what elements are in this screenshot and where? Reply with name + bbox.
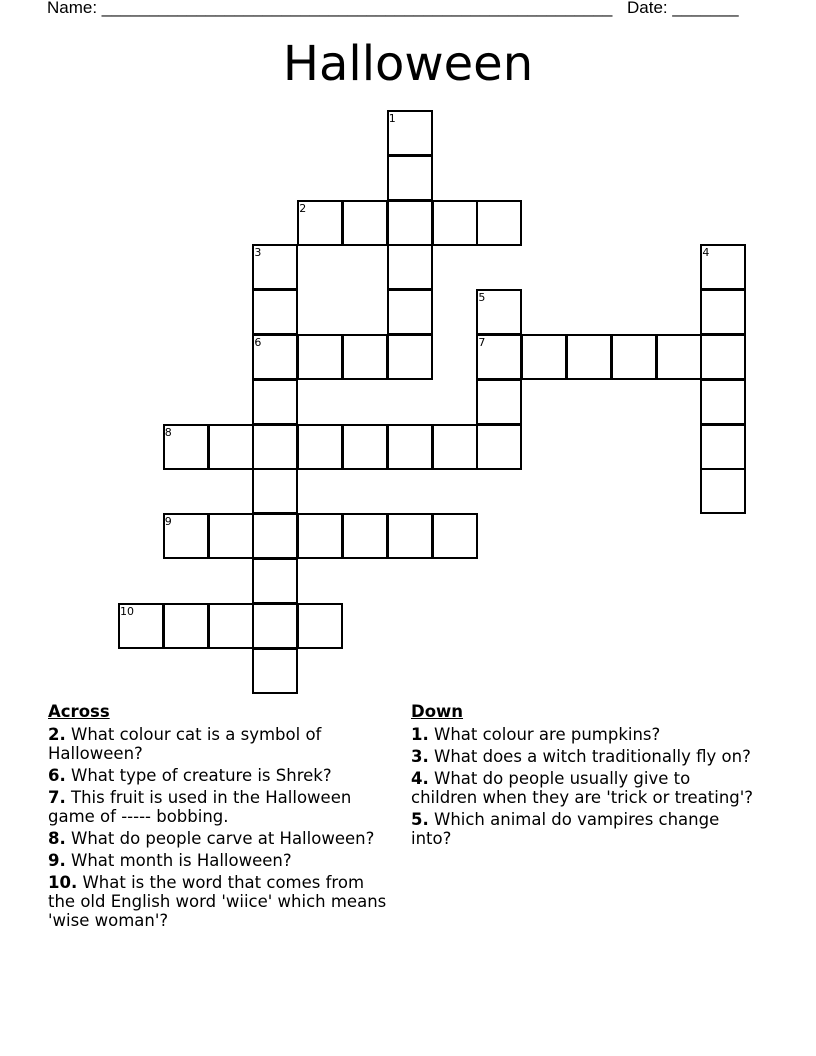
grid-cell[interactable] [208,603,254,649]
clue-number: 1. [411,725,429,744]
grid-cell[interactable] [387,334,433,380]
clue-text: What colour cat is a symbol of Halloween? [48,725,322,763]
grid-cell[interactable] [297,424,343,470]
clue-number-label: 7 [478,336,486,349]
clue-number: 2. [48,725,66,744]
clue-number-label: 1 [388,112,396,125]
grid-cell[interactable] [252,558,298,604]
grid-cell[interactable] [297,334,343,380]
grid-cell[interactable] [656,334,702,380]
across-clue [48,788,393,826]
clue-text: What month is Halloween? [71,851,292,870]
grid-cell[interactable] [342,513,388,559]
across-clue [48,873,393,930]
grid-cell[interactable] [700,334,746,380]
grid-cell[interactable] [611,334,657,380]
grid-cell[interactable] [252,468,298,514]
grid-cell[interactable] [208,513,254,559]
clue-text: Which animal do vampires change into? [411,810,720,848]
clue-text: What do people carve at Halloween? [71,829,375,848]
grid-cell[interactable] [700,289,746,335]
puzzle-title: Halloween [282,36,534,92]
across-clue [48,851,393,870]
grid-cell[interactable] [252,603,298,649]
grid-cell[interactable] [432,513,478,559]
grid-cell[interactable] [342,200,388,246]
clue-number-label: 2 [299,201,307,215]
clue-number: 6. [48,766,66,785]
clue-number-label: 6 [254,336,262,349]
grid-cell[interactable] [252,424,298,470]
grid-cell[interactable] [297,603,343,649]
down-clue [411,769,756,807]
grid-cell[interactable] [432,424,478,470]
grid-cell[interactable] [342,334,388,380]
name-field[interactable]: Name: ______________________________________________________ [47,0,613,17]
clue-number-label: 5 [478,291,486,305]
grid-cell[interactable] [163,603,209,649]
clue-text: What colour are pumpkins? [434,725,661,744]
clue-number-label: 3 [254,246,262,260]
grid-cell[interactable] [700,468,746,514]
clue-text: What do people usually give to children when they are 'trick or treating'? [411,769,754,807]
down-clue [411,810,756,848]
clue-number: 7. [48,788,66,807]
across-clue [48,829,393,848]
clue-text: What type of creature is Shrek? [71,766,332,785]
clue-text: What is the word that comes from the old English word 'wiice' which means 'wise woman'? [48,873,387,930]
grid-cell[interactable] [208,424,254,470]
clue-number-label: 8 [164,425,172,439]
clue-number: 9. [48,851,66,870]
grid-cell[interactable] [566,334,612,380]
grid-cell[interactable] [252,513,298,559]
down-clue [411,747,756,766]
grid-cell[interactable] [387,200,433,246]
grid-cell[interactable] [476,200,522,246]
clue-number-label: 4 [702,246,710,260]
down-clues [411,702,756,851]
grid-cell[interactable] [387,244,433,290]
across-clue [48,725,393,763]
clue-number: 10. [48,873,78,892]
clue-number: 5. [411,810,429,829]
grid-cell[interactable] [700,379,746,425]
down-heading: Down [411,702,464,721]
across-clue [48,766,393,785]
grid-cell[interactable] [476,424,522,470]
grid-cell[interactable] [252,648,298,694]
grid-cell[interactable] [252,289,298,335]
grid-cell[interactable] [387,513,433,559]
across-clues [48,702,393,933]
grid-cell[interactable] [387,289,433,335]
grid-cell[interactable] [387,155,433,201]
grid-cell[interactable] [297,513,343,559]
clue-number: 3. [411,747,429,766]
clue-number-label: 9 [164,515,172,529]
clue-number: 4. [411,769,429,788]
grid-cell[interactable] [432,200,478,246]
grid-cell[interactable] [521,334,567,380]
down-clue [411,725,756,744]
grid-cell[interactable] [700,424,746,470]
grid-cell[interactable] [252,379,298,425]
grid-cell[interactable] [387,424,433,470]
clue-text: This fruit is used in the Halloween game of ----- bobbing. [48,788,352,826]
date-field[interactable]: Date: _______ [627,0,739,17]
clue-number: 8. [48,829,66,848]
grid-cell[interactable] [476,379,522,425]
clue-number-label: 10 [120,604,134,618]
grid-cell[interactable] [342,424,388,470]
across-heading: Across [48,702,110,721]
clue-text: What does a witch traditionally fly on? [434,747,751,766]
